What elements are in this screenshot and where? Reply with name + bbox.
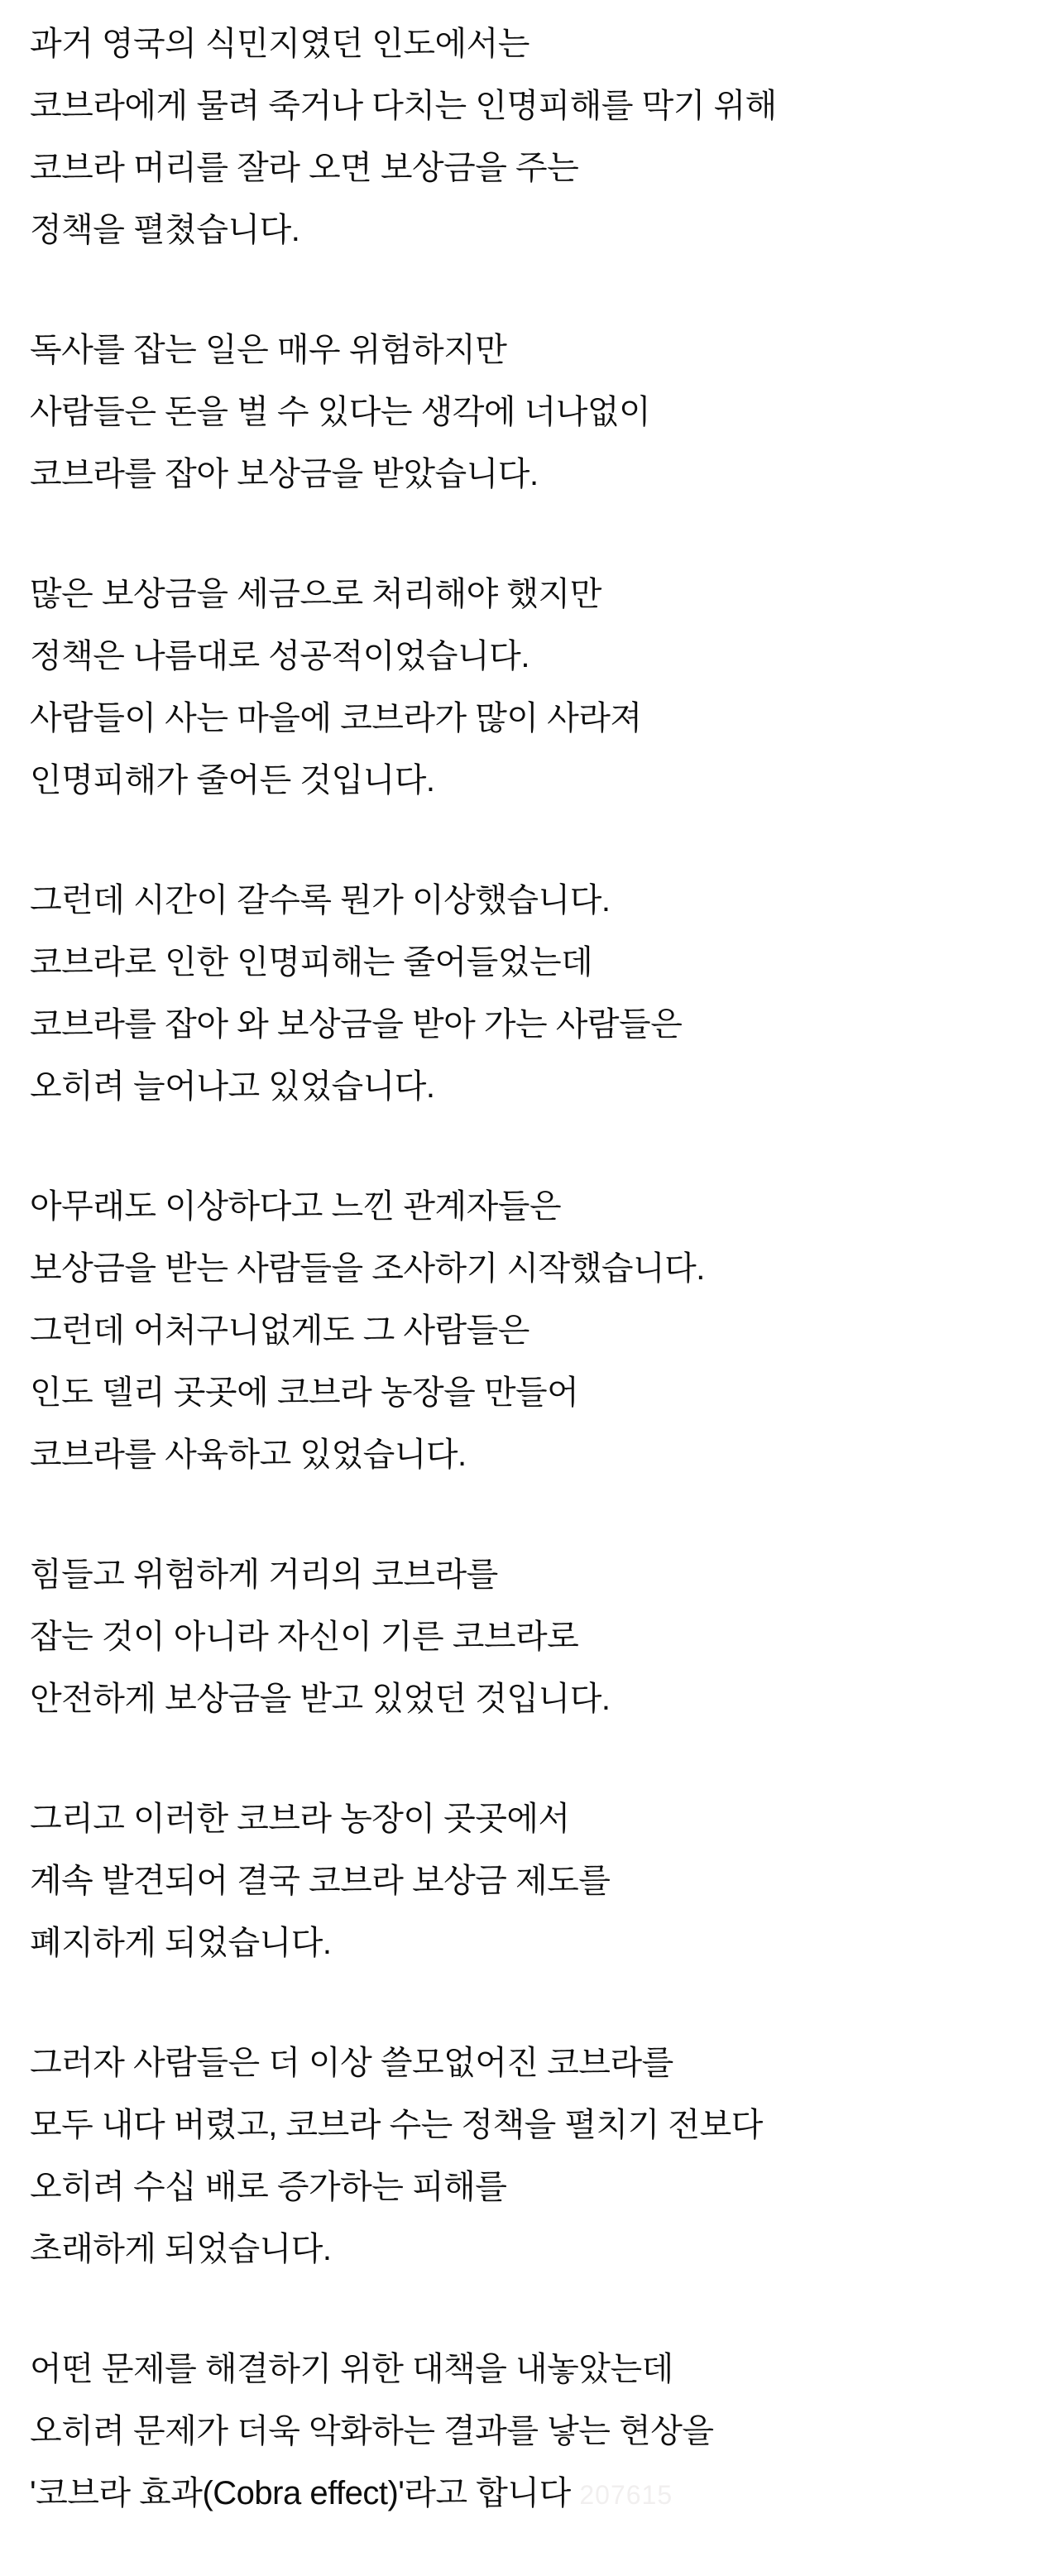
text-line: 코브라 머리를 잘라 오면 보상금을 주는 (30, 150, 579, 186)
text-line: 오히려 늘어나고 있었습니다. (30, 1068, 435, 1105)
text-line: 많은 보상금을 세금으로 처리해야 했지만 (30, 576, 601, 612)
text-line: 코브라로 인한 인명피해는 줄어들었는데 (30, 944, 593, 981)
text-line: 보상금을 받는 사람들을 조사하기 시작했습니다. (30, 1250, 705, 1287)
text-line: 오히려 수십 배로 증가하는 피해를 (30, 2169, 507, 2205)
text-line: 코브라를 잡아 와 보상금을 받아 가는 사람들은 (30, 1006, 683, 1043)
text-line: 정책을 펼쳤습니다. (30, 212, 300, 248)
text-line: 오히려 문제가 더욱 악화하는 결과를 낳는 현상을 (30, 2413, 714, 2449)
text-line: 사람들은 돈을 벌 수 있다는 생각에 너나없이 (30, 394, 651, 430)
text-line: 계속 발견되어 결국 코브라 보상금 제도를 (30, 1863, 611, 1899)
text-line: 힘들고 위험하게 거리의 코브라를 (30, 1557, 498, 1593)
paragraph-6 (30, 1544, 1039, 1730)
paragraph-8 (30, 2032, 1039, 2281)
text-line: 독사를 잡는 일은 매우 위험하지만 (30, 332, 507, 368)
text-line: 안전하게 보상금을 받고 있었던 것입니다. (30, 1681, 611, 1717)
text-line: 인도 델리 곳곳에 코브라 농장을 만들어 (30, 1374, 579, 1411)
text-line: 코브라를 사육하고 있었습니다. (30, 1437, 467, 1473)
text-line: 코브라를 잡아 보상금을 받았습니다. (30, 456, 539, 492)
text-line: 그러자 사람들은 더 이상 쓸모없어진 코브라를 (30, 2045, 673, 2081)
paragraph-9 (30, 2339, 1039, 2526)
text-line: 모두 내다 버렸고, 코브라 수는 정책을 펼치기 전보다 (30, 2107, 763, 2143)
text-line: 그런데 시간이 갈수록 뭔가 이상했습니다. (30, 882, 611, 919)
paragraph-1 (30, 13, 1039, 261)
text-line: 어떤 문제를 해결하기 위한 대책을 내놓았는데 (30, 2351, 673, 2387)
paragraph-5 (30, 1176, 1039, 1486)
text-line: 과거 영국의 식민지였던 인도에서는 (30, 26, 530, 62)
text-line: 정책은 나름대로 성공적이었습니다. (30, 638, 530, 674)
text-line: 사람들이 사는 마을에 코브라가 많이 사라져 (30, 700, 642, 736)
text-line: '코브라 효과(Cobra effect)'라고 합니다 (30, 2475, 571, 2511)
paragraph-4 (30, 870, 1039, 1118)
text-line: 코브라에게 물려 죽거나 다치는 인명피해를 막기 위해 (30, 88, 777, 124)
paragraph-2 (30, 319, 1039, 506)
text-line: 인명피해가 줄어든 것입니다. (30, 762, 435, 799)
text-line: 폐지하게 되었습니다. (30, 1925, 332, 1961)
paragraph-3 (30, 564, 1039, 812)
text-line: 그런데 어처구니없게도 그 사람들은 (30, 1312, 530, 1349)
text-line: 아무래도 이상하다고 느낀 관계자들은 (30, 1188, 562, 1225)
text-line: 그리고 이러한 코브라 농장이 곳곳에서 (30, 1801, 570, 1837)
watermark-number: 207615 (579, 2480, 673, 2510)
text-line: 초래하게 되었습니다. (30, 2231, 332, 2267)
text-line: 잡는 것이 아니라 자신이 기른 코브라로 (30, 1619, 579, 1655)
paragraph-7 (30, 1788, 1039, 1974)
